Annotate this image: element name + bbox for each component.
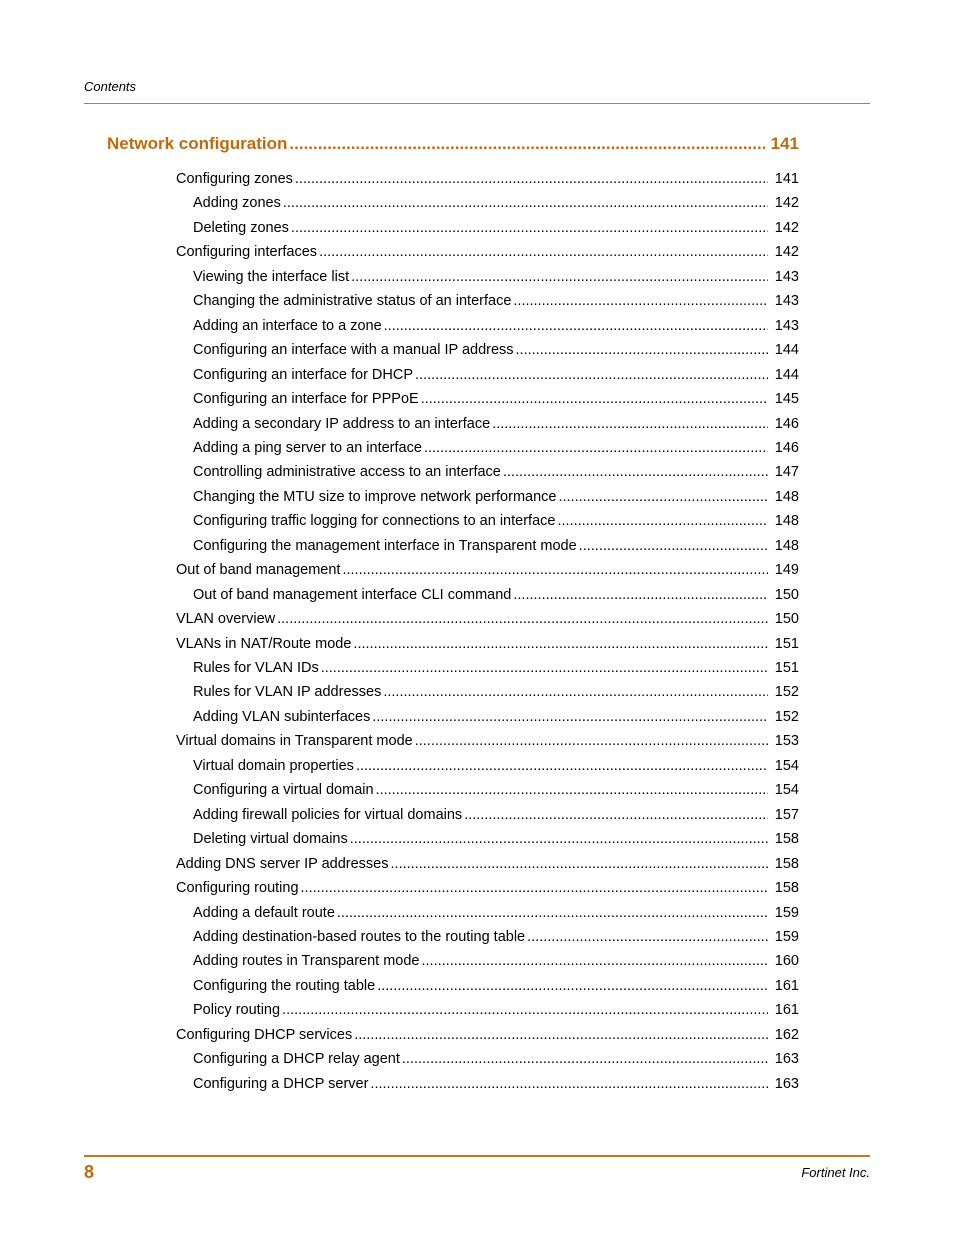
toc-entry-page: 150 — [774, 611, 799, 628]
toc-entry-title: Virtual domain properties — [193, 757, 354, 774]
toc-entry-page: 159 — [774, 904, 799, 921]
running-header: Contents — [84, 79, 137, 94]
page-number: 8 — [84, 1162, 95, 1182]
dot-leader — [319, 244, 768, 260]
dot-leader — [424, 440, 768, 456]
toc-entry[interactable] — [176, 562, 799, 578]
toc-entry-title: Controlling administrative access to an interface — [193, 464, 501, 481]
dot-leader — [516, 342, 768, 358]
toc-entry[interactable] — [193, 978, 799, 994]
dot-leader — [383, 684, 768, 700]
dot-leader — [289, 134, 764, 154]
toc-entry-title: Viewing the interface list — [193, 268, 350, 285]
toc-entry-title: VLAN overview — [176, 611, 276, 628]
toc-entry[interactable] — [193, 1002, 799, 1018]
toc-entry[interactable] — [193, 709, 799, 725]
dot-leader — [351, 269, 768, 285]
dot-leader — [513, 587, 768, 603]
toc-entry-page: 148 — [774, 537, 799, 554]
toc-entry-page: 145 — [774, 391, 799, 408]
dot-leader — [282, 1002, 768, 1018]
toc-entry-page: 158 — [774, 880, 799, 897]
toc-entry[interactable] — [176, 856, 799, 872]
chapter-title: Network configuration — [107, 134, 288, 153]
toc-entry-page: 142 — [774, 219, 799, 236]
dot-leader — [370, 1076, 768, 1092]
toc-entry-title: Configuring the management interface in Transparent mode — [193, 537, 577, 554]
toc-entry-page: 162 — [774, 1026, 799, 1043]
dot-leader — [513, 293, 768, 309]
dot-leader — [579, 538, 768, 554]
toc-entry-page: 152 — [774, 708, 799, 725]
toc-entry[interactable] — [193, 391, 799, 407]
toc-entry-page: 151 — [774, 660, 799, 676]
toc-entry-title: Configuring a DHCP server — [193, 1075, 369, 1092]
toc-entry[interactable] — [193, 684, 799, 700]
dot-leader — [277, 611, 768, 627]
toc-entry-page: 144 — [774, 342, 799, 359]
dot-leader — [415, 733, 768, 749]
chapter-page: 141 — [770, 134, 799, 153]
dot-leader — [415, 367, 768, 383]
toc-entry-page: 158 — [774, 831, 799, 848]
toc-entry-page: 146 — [774, 439, 799, 456]
toc-entry-page: 143 — [774, 293, 799, 310]
toc-entry-page: 154 — [774, 782, 799, 799]
dot-leader — [337, 905, 768, 921]
dot-leader — [353, 636, 768, 652]
toc-entry-page: 144 — [774, 366, 799, 383]
toc-entry-title: Adding DNS server IP addresses — [176, 855, 389, 872]
toc-entry[interactable] — [176, 1027, 799, 1043]
chapter-entry[interactable] — [107, 134, 799, 154]
toc-entry[interactable] — [176, 733, 799, 749]
dot-leader — [557, 513, 768, 529]
toc-entry-page: 142 — [774, 195, 799, 212]
toc-entry-page: 154 — [774, 757, 799, 774]
toc-entry-page: 148 — [774, 513, 799, 530]
toc-entry-title: Virtual domains in Transparent mode — [176, 733, 413, 750]
toc-entry-title: Adding a default route — [193, 904, 335, 921]
toc-entry-title: Configuring the routing table — [193, 977, 376, 994]
toc-entry-page: 148 — [774, 488, 799, 505]
toc-entry[interactable] — [193, 1076, 799, 1092]
dot-leader — [422, 953, 769, 969]
dot-leader — [376, 782, 768, 798]
toc-entry-page: 149 — [774, 562, 799, 579]
toc-entry[interactable] — [193, 513, 799, 529]
toc-entry-page: 143 — [774, 317, 799, 334]
dot-leader — [342, 562, 768, 578]
toc-entry-title: Adding routes in Transparent mode — [193, 953, 420, 970]
toc-entry[interactable] — [193, 807, 799, 823]
toc-entry-title: Configuring an interface for PPPoE — [193, 391, 419, 408]
toc-entry[interactable] — [193, 269, 799, 285]
toc-entry-page: 161 — [774, 1002, 799, 1019]
company-name: Fortinet Inc. — [801, 1165, 870, 1180]
toc-entry-title: VLANs in NAT/Route mode — [176, 635, 352, 652]
toc-entry-title: Configuring zones — [176, 171, 293, 187]
toc-entry-title: Out of band management — [176, 562, 341, 579]
toc-entry[interactable] — [193, 587, 799, 603]
toc-entry[interactable] — [193, 367, 799, 383]
toc-entry-title: Configuring DHCP services — [176, 1026, 353, 1043]
toc-entry-title: Configuring interfaces — [176, 244, 318, 261]
header-rule — [84, 103, 870, 104]
toc-entry-title: Adding an interface to a zone — [193, 317, 382, 334]
toc-entry-title: Deleting virtual domains — [193, 831, 348, 848]
toc-entry[interactable] — [193, 758, 799, 774]
toc-entry[interactable] — [193, 416, 799, 432]
toc-entry-title: Rules for VLAN IP addresses — [193, 684, 382, 701]
toc-entry-title: Changing the MTU size to improve network performance — [193, 488, 557, 505]
toc-entry[interactable] — [193, 489, 799, 505]
toc-entry-title: Out of band management interface CLI command — [193, 586, 512, 603]
dot-leader — [291, 220, 768, 236]
dot-leader — [391, 856, 768, 872]
toc-entry-page: 146 — [774, 415, 799, 432]
toc-entry[interactable] — [193, 782, 799, 798]
toc-entry-page: 141 — [774, 171, 799, 187]
toc-entry[interactable] — [193, 195, 799, 211]
dot-leader — [558, 489, 768, 505]
toc-entry[interactable] — [193, 220, 799, 236]
toc-entry-page: 160 — [774, 953, 799, 970]
toc-entry-page: 163 — [774, 1051, 799, 1068]
toc-entry-page: 147 — [774, 464, 799, 481]
toc-entry-page: 163 — [774, 1075, 799, 1092]
dot-leader — [301, 880, 768, 896]
dot-leader — [464, 807, 768, 823]
footer-rule — [84, 1155, 870, 1157]
toc-entry-page: 158 — [774, 855, 799, 872]
toc-entry-title: Adding firewall policies for virtual domains — [193, 806, 463, 823]
toc-entry[interactable] — [193, 318, 799, 334]
dot-leader — [350, 831, 768, 847]
toc-entry-page: 150 — [774, 586, 799, 603]
toc-entry[interactable] — [176, 171, 799, 187]
dot-leader — [354, 1027, 768, 1043]
toc-entry[interactable] — [193, 905, 799, 921]
toc-entry-title: Changing the administrative status of an interface — [193, 293, 512, 310]
dot-leader — [377, 978, 768, 994]
toc-entry-page: 157 — [774, 806, 799, 823]
dot-leader — [295, 171, 768, 187]
toc-entry-title: Adding a ping server to an interface — [193, 439, 422, 456]
toc-entry[interactable] — [193, 831, 799, 847]
toc-entry-page: 143 — [774, 268, 799, 285]
toc-entry[interactable] — [193, 342, 799, 358]
toc-entry-title: Configuring routing — [176, 880, 299, 897]
toc-entry-title: Adding a secondary IP address to an interface — [193, 415, 491, 432]
toc-entry[interactable] — [193, 440, 799, 456]
toc-entry[interactable] — [176, 611, 799, 627]
toc-entry-title: Adding zones — [193, 195, 281, 212]
dot-leader — [503, 464, 768, 480]
toc-entry-title: Deleting zones — [193, 219, 289, 236]
toc-entry-title: Configuring an interface for DHCP — [193, 366, 414, 383]
toc-entry-title: Rules for VLAN IDs — [193, 660, 319, 676]
toc-entry-title: Adding VLAN subinterfaces — [193, 708, 371, 725]
toc-entry[interactable] — [176, 244, 799, 260]
dot-leader — [527, 929, 768, 945]
toc-entry-title: Configuring traffic logging for connections to an interface — [193, 513, 556, 530]
dot-leader — [372, 709, 768, 725]
dot-leader — [356, 758, 768, 774]
toc-entry[interactable] — [176, 636, 799, 652]
toc-entry[interactable] — [193, 538, 799, 554]
dot-leader — [384, 318, 768, 334]
toc-entry-title: Configuring a virtual domain — [193, 782, 374, 799]
toc-entry[interactable] — [193, 660, 799, 676]
dot-leader — [321, 660, 768, 676]
toc-entry-page: 152 — [774, 684, 799, 701]
dot-leader — [402, 1051, 768, 1067]
toc-entry-page: 159 — [774, 928, 799, 945]
toc-entry-page: 151 — [774, 635, 799, 652]
toc-entry-title: Configuring a DHCP relay agent — [193, 1051, 400, 1068]
dot-leader — [283, 195, 768, 211]
toc-entry[interactable] — [193, 1051, 799, 1067]
toc-entry[interactable] — [193, 293, 799, 309]
toc-entry-page: 161 — [774, 977, 799, 994]
toc-entry[interactable] — [193, 929, 799, 945]
dot-leader — [421, 391, 768, 407]
toc-entry-title: Configuring an interface with a manual IP address — [193, 342, 514, 359]
toc-entry-page: 142 — [774, 244, 799, 261]
toc-entry-page: 153 — [774, 733, 799, 750]
toc-entry-title: Adding destination-based routes to the routing table — [193, 928, 526, 945]
toc-entry[interactable] — [176, 880, 799, 896]
toc-entry-title: Policy routing — [193, 1002, 281, 1019]
toc-entry[interactable] — [193, 464, 799, 480]
toc-entry[interactable] — [193, 953, 799, 969]
dot-leader — [492, 416, 768, 432]
